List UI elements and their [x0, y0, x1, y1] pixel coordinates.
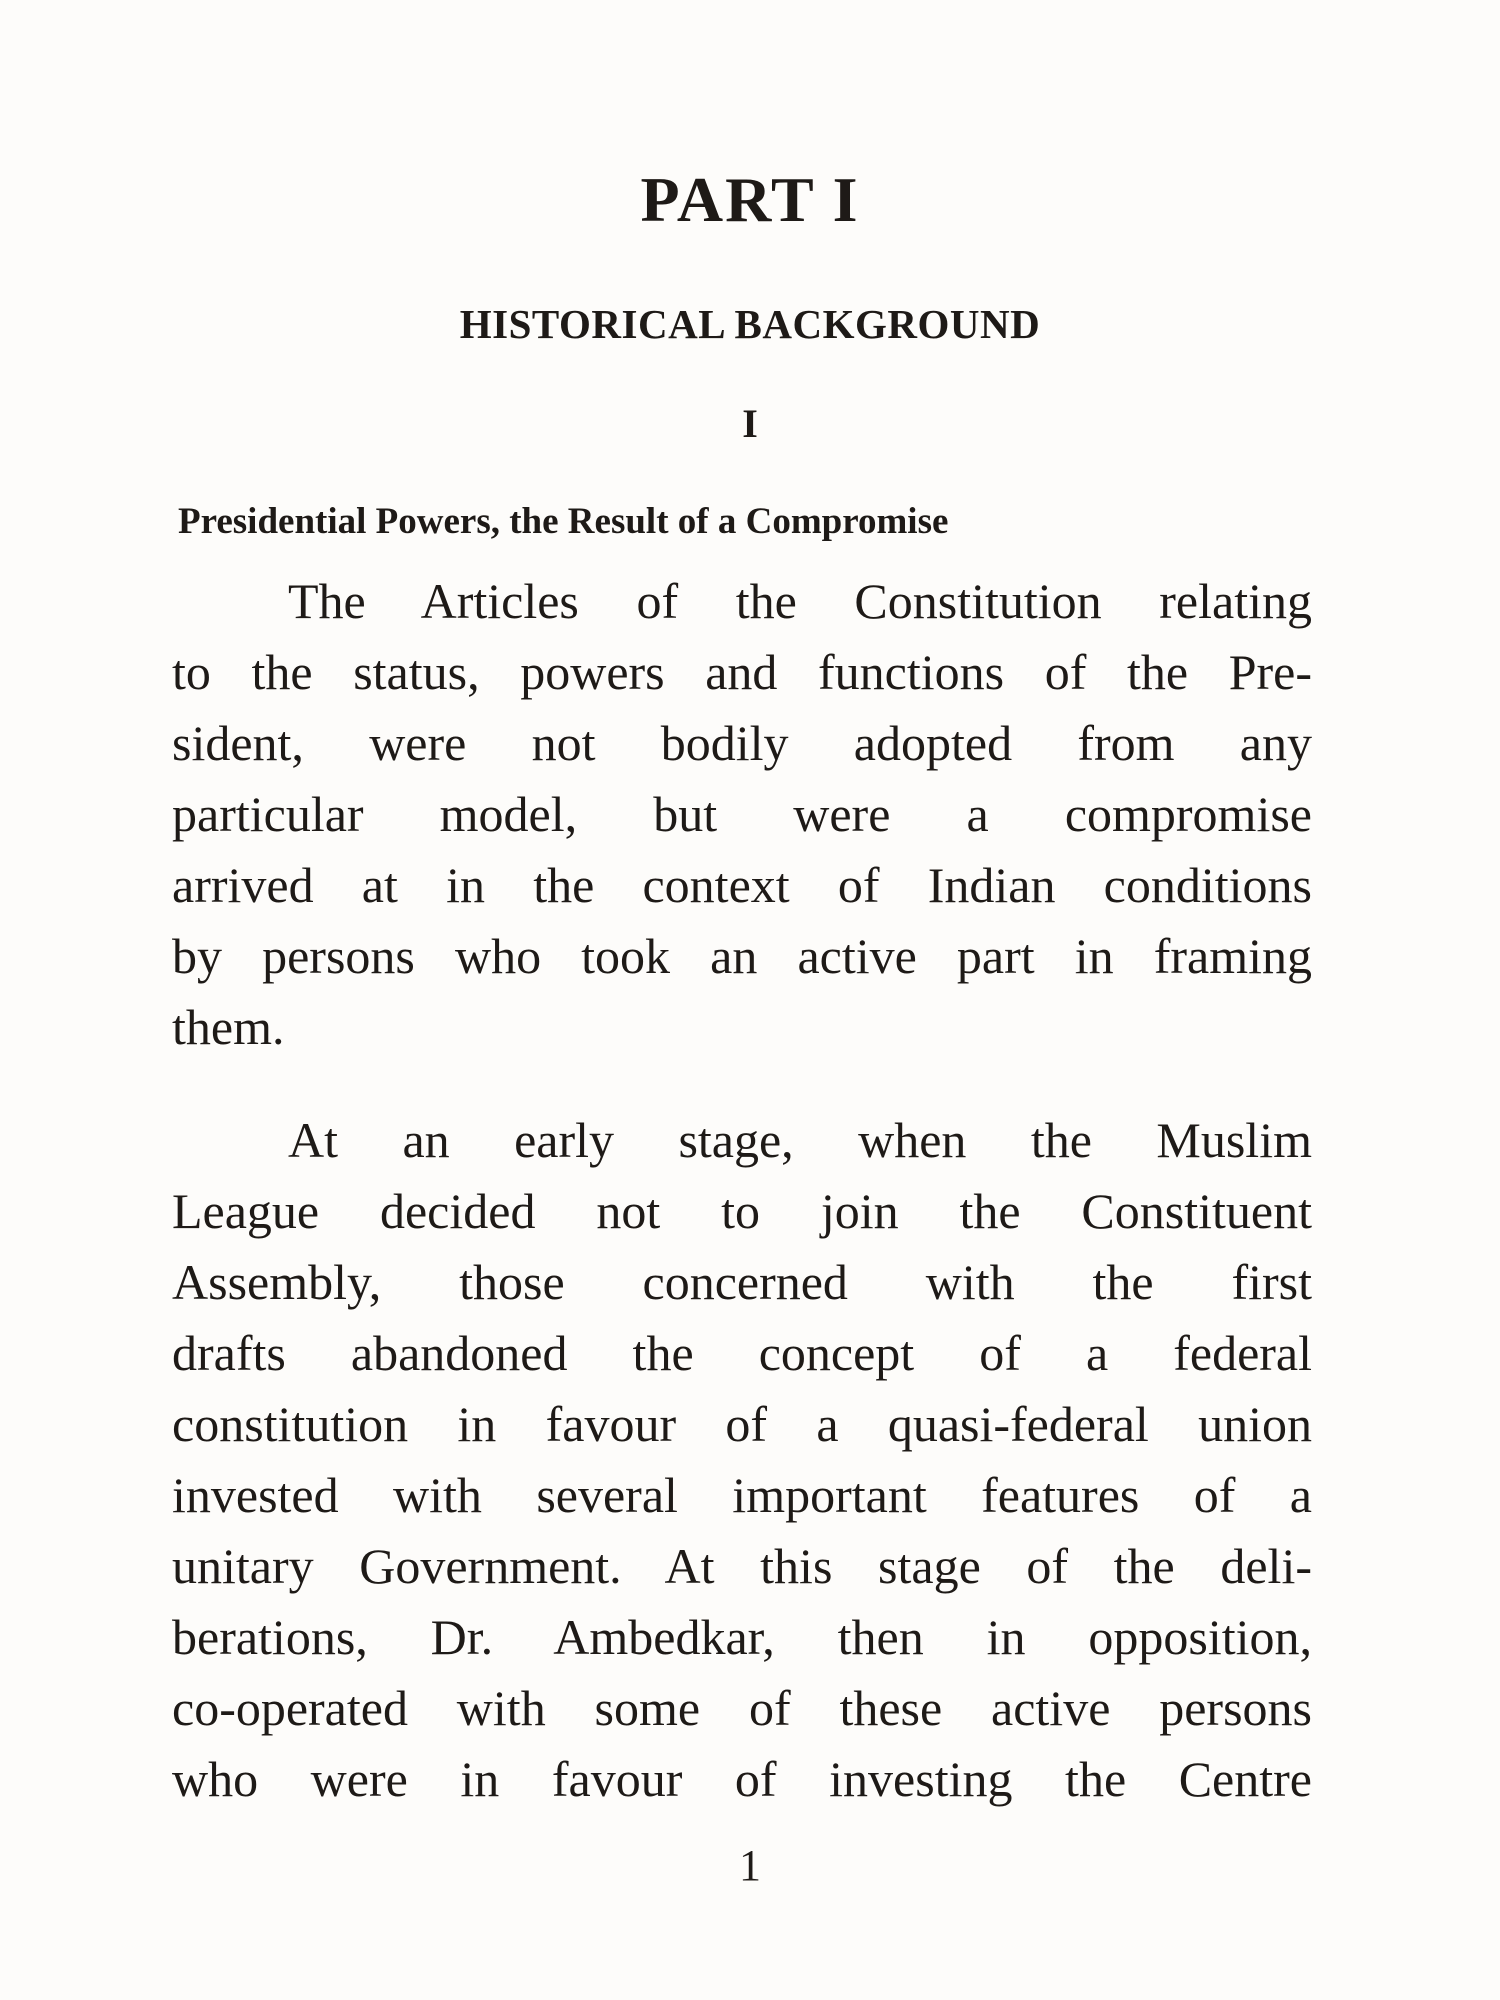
- paragraph-line: The Articles of the Constitution relating: [288, 573, 1312, 629]
- paragraph-line: invested with several important features of a: [172, 1467, 1312, 1523]
- paragraph-line: them.: [172, 999, 285, 1055]
- paragraph-line: arrived at in the context of Indian conditions: [172, 857, 1312, 913]
- paragraph-line: unitary Government. At this stage of the deli-: [172, 1538, 1312, 1594]
- paragraph-line: sident, were not bodily adopted from any: [172, 715, 1312, 771]
- paragraph-line: berations, Dr. Ambedkar, then in opposition,: [172, 1609, 1312, 1665]
- part-title: PART I: [640, 164, 860, 235]
- paragraph-line: Assembly, those concerned with the first: [172, 1254, 1312, 1310]
- paragraph-line: by persons who took an active part in framing: [172, 928, 1312, 984]
- page-number: 1: [739, 1841, 761, 1890]
- chapter-numeral: I: [742, 401, 758, 446]
- paragraph-line: League decided not to join the Constituent: [172, 1183, 1312, 1239]
- paragraph-line: At an early stage, when the Muslim: [288, 1112, 1312, 1168]
- paragraph-line: co-operated with some of these active persons: [172, 1680, 1312, 1736]
- paragraph-line: constitution in favour of a quasi-federal union: [172, 1396, 1312, 1452]
- paragraph-line: drafts abandoned the concept of a federal: [172, 1325, 1312, 1381]
- section-title: HISTORICAL BACKGROUND: [459, 301, 1041, 347]
- paragraph-line: particular model, but were a compromise: [172, 786, 1312, 842]
- subheading: Presidential Powers, the Result of a Compromise: [178, 501, 949, 542]
- paragraph-line: to the status, powers and functions of the Pre-: [172, 644, 1312, 700]
- paragraph-line: who were in favour of investing the Centre: [172, 1751, 1312, 1807]
- paragraph-2: [172, 1105, 1312, 1815]
- paragraph-1: [172, 566, 1312, 1063]
